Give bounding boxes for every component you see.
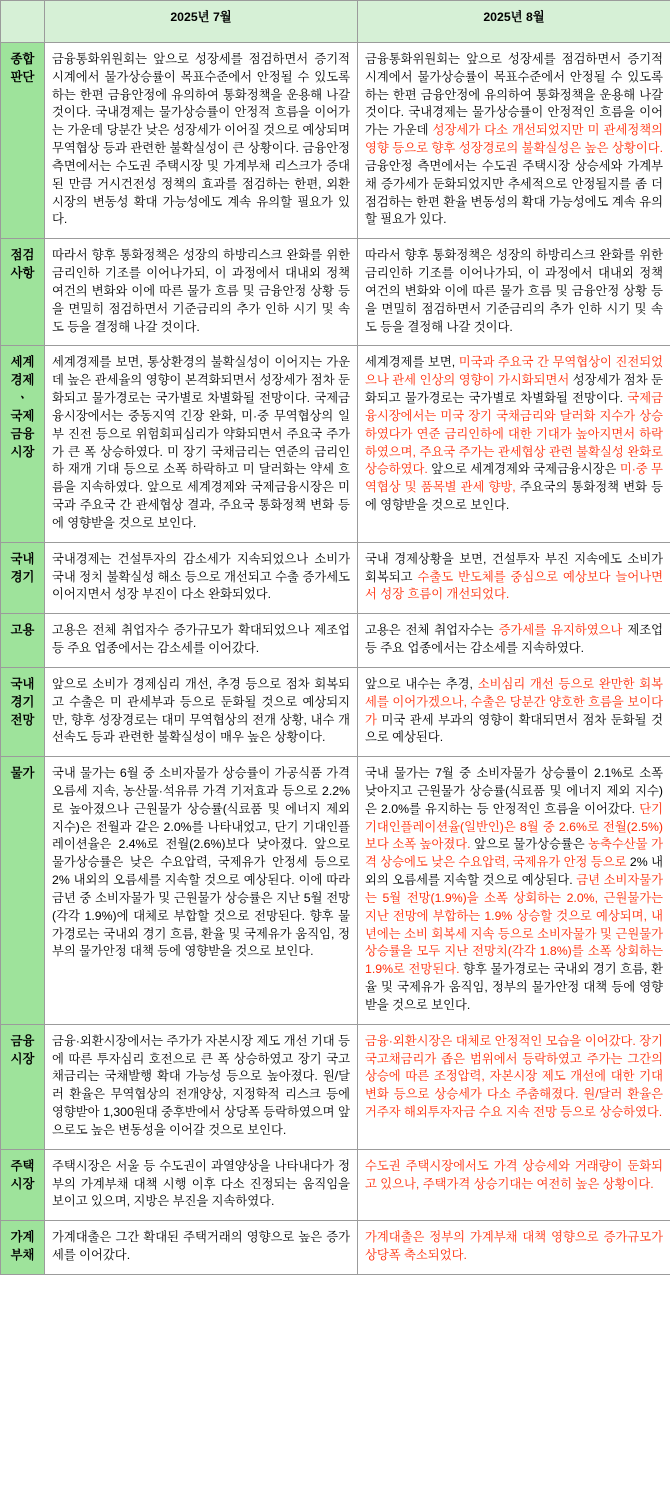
highlighted-text: 국제금융시장에서는 미국 장기 국채금리와 달러화 지수가 상승하였다가 연준 금리인하에 대한 기대가 높아지면서 하락하였으며, 주요국 주가는 관세협상 관련 불확실성 완화로 상승하였다.: [365, 391, 663, 477]
cell-august: [358, 346, 670, 542]
body-text: 2% 내외의 오름세를 지속할 것으로 예상된다.: [365, 855, 663, 888]
cell-july: [45, 346, 358, 542]
cell-july: [45, 757, 358, 1025]
body-text: 석유류: [162, 783, 199, 798]
highlighted-text: 미·중 무역협상 및 품목별 관세 향방,: [365, 462, 663, 495]
body-text: 금융통화위원회는 앞으로 성장세를 점검하면서 증기적 시계에서 물가상승률이 목표수준에서 안정될 수 있도록 하는 한편 금융안정에 유의하여 통화정책을 운용해 나갈 것이다. 국내경제는 물가상승률이 안정적 흐름을 이어가는 가운데 당분간 낮은 성장세가 이어질 것으로 예상되며 무역협상 등과 관련한 불확실성이 큰 상황이다. 금융안정 측면에서는 수도권 주택시장 및 가계부채 리스크가 증대된 만큼 거시건전성 정책의 효과를 점검하는 한편, 외환시장의 변동성 확대 가능성에도 계속 유의할 필요가 있다.: [52, 52, 350, 227]
highlighted-text: 수도권 주택시장에서도 가격 상승세와 거래량이 둔화되고 있으나, 주택가격 상승기대는 여전히 높은 상황이다.: [365, 1158, 663, 1191]
highlighted-text: 증가세를 유지하였으나: [498, 623, 623, 638]
row-label: 금융 시장: [1, 1024, 45, 1149]
row-label: 고용: [1, 614, 45, 668]
body-text: 고용은 전체 취업자수 증가규모가 확대되었으나 제조업 등 주요 업종에서는 감소세를 이어갔다.: [52, 623, 350, 656]
body-text: 가계대출은 그간 확대된 주택거래의 영향으로 높은 증가세를 이어갔다.: [52, 1230, 350, 1263]
highlighted-text: 가계대출은 정부의 가계부채 대책 영향으로 증가규모가 상당폭 축소되었다.: [365, 1230, 663, 1263]
body-text: 금융·외환시장에서는 주가가 자본시장 제도 개선 기대 등에 따른 투자심리 호전으로 큰 폭 상승하였고 장기 국고채금리는 국채발행 확대 가능성 등으로 높아졌다. 원/달러 환율은 무역협상의 전개양상, 지정학적 리스크 등에 영향받아 1,300원대 중후반에서 상당폭 등락하였으며 앞으로도 높은 변동성을 이어갈 것으로 보인다.: [52, 1033, 350, 1137]
body-text: 국내 물가는 6월 중 소비자물가 상승률이 가공식품 가격 오름세 지속, 농산물·: [52, 766, 350, 798]
row-label: 국내 경기: [1, 542, 45, 613]
row-label: 국내 경기 전망: [1, 667, 45, 756]
row-label: 물가: [1, 757, 45, 1025]
row-label: 종합 판단: [1, 43, 45, 239]
cell-august: [358, 542, 670, 613]
row-label: 가계 부채: [1, 1221, 45, 1275]
body-text: 국내 경제상황을 보면, 건설투자 부진 지속에도 소비가 회복되고: [365, 551, 663, 584]
table-row: [1, 1149, 670, 1220]
highlighted-text: 수출도 반도체를 중심으로 예상보다 늘어나면서 성장 흐름이 개선되었다.: [365, 569, 663, 602]
body-text: 따라서 향후 통화정책은 성장의 하방리스크 완화를 위한 금리인하 기조를 이어나가되, 이 과정에서 대내외 정책 여건의 변화와 이에 따른 물가 흐름 및 금융안정 상황 등을 면밀히 점검하면서 기준금리의 추가 인하 시기 및 속도 등을 결정해 나갈 것이다.: [52, 248, 350, 334]
cell-august: [358, 757, 670, 1025]
cell-august: [358, 1149, 670, 1220]
cell-august: [358, 1221, 670, 1275]
cell-august: [358, 239, 670, 346]
table-header: [1, 1, 670, 43]
body-text: 미국 관세 부과의 영향이 확대되면서 점차 둔화될 것으로 예상된다.: [365, 712, 663, 745]
cell-august: [358, 1024, 670, 1149]
body-text: 따라서 향후 통화정책은 성장의 하방리스크 완화를 위한 금리인하 기조를 이어나가되, 이 과정에서 대내외 정책 여건의 변화와 이에 따른 물가 흐름 및 금융안정 상황 등을 면밀히 점검하면서 기준금리의 추가 인하 시기 및 속도 등을 결정해 나갈 것이다.: [365, 248, 663, 334]
highlighted-text: 단기 기대인플레이션율(일반인)은 8월 중 2.6%로 전월(2.5%)보다 소폭 높아졌다.: [365, 801, 663, 852]
body-text: 국내경제는 건설투자의 감소세가 지속되었으나 소비가 국내 정치 불확실성 해소 등으로 개선되고 수출 증가세도 이어지면서 성장 부진이 다소 완화되었다.: [52, 551, 350, 602]
table-row: [1, 1024, 670, 1149]
row-label: 세계 경제ㆍ 국제 금융 시장: [1, 346, 45, 542]
highlighted-text: 금년 소비자물가는 5월 전망(1.9%)을 소폭 상회하는 2.0%, 근원물가는 지난 전망에 부합하는 1.9% 상승할 것으로 예상되며, 내년에는 소비 회복세 지속 등으로 소비자물가 및 근원물가 상승률을 모두 지난 전망치(각각 1.8%)를 소폭 상회하는 1.9%로 전망된다.: [365, 873, 663, 977]
body-text: 앞으로 물가상승률은: [470, 837, 589, 852]
cell-july: [45, 43, 358, 239]
highlighted-text: 미국과 주요국 간 무역협상이 진전되었으나 관세 인상의 영향이 가시화되면서: [365, 355, 664, 388]
body-text: 금융통화위원회는 앞으로 성장세를 점검하면서 증기적 시계에서 물가상승률이 목표수준에서 안정될 수 있도록 하는 한편 금융안정에 유의하여 통화정책을 운용해 나갈 것이다. 국내경제는 물가상승률이 안정적인 흐름을 이어가는 가운데: [365, 52, 663, 138]
highlighted-text: 소비심리 개선 등으로 완만한 회복세를 이어가겠으나, 수출은 당분간 양호한 흐름을 보이다가: [365, 676, 663, 727]
cell-august: [358, 43, 670, 239]
header-corner-cell: [1, 1, 45, 43]
cell-july: [45, 542, 358, 613]
cell-july: [45, 1149, 358, 1220]
highlighted-text: 성장세가 다소 개선되었지만 미 관세정책의 영향 등으로 향후 성장경로의 불확실성은 높은 상황이다.: [365, 123, 663, 156]
table-row: [1, 614, 670, 668]
body-text: 앞으로 내수는 추경,: [365, 676, 478, 691]
cell-july: [45, 1024, 358, 1149]
body-text: 주요국의 통화정책 변화 등에 영향받을 것으로 보인다.: [365, 480, 663, 513]
cell-july: [45, 614, 358, 668]
body-text: 세계경제를 보면,: [365, 355, 459, 370]
body-text: 제조업 등 주요 업종에서는 감소세를 지속하였다.: [365, 623, 663, 656]
table-row: [1, 667, 670, 756]
body-text: 고용은 전체 취업자수는: [365, 623, 499, 638]
table-row: [1, 346, 670, 542]
table-row: [1, 542, 670, 613]
row-label: 점검 사항: [1, 239, 45, 346]
body-text: 금융안정 측면에서는 수도권 주택시장 상승세와 가계부채 증가세가 둔화되었지만 추세적으로 안정될지를 좀 더 점검하는 한편 환율 변동성의 확대 가능성에도 계속 유의할 필요가 있다.: [365, 158, 663, 227]
cell-july: [45, 239, 358, 346]
row-label: 주택 시장: [1, 1149, 45, 1220]
table-row: [1, 1221, 670, 1275]
body-text: 가격 기저효과 등으로 2.2%로 높아졌으나 근원물가 상승률(식료품 및 에너지 제외 지수)은 전월과 같은 2.0%를 나타내었고, 단기 기대인플레이션율은 2.4%로 전월(2.6%)보다 낮아졌다. 앞으로 물가상승률은 낮은 수요압력, 국제유가 안정세 등으로 2% 내외의 오름세를 지속할 것으로 예상된다. 이에 따라 금년 중 소비자물가 및 근원물가 상승률은 지난 5월 전망(각각 1.9%)에 대체로 부합할 것으로 전망된다. 향후 물가경로는 국내외 경기 흐름, 환율 및 국제유가 움직임, 정부의 물가안정 대책 등에 영향받을 것으로 보인다.: [52, 783, 351, 959]
body-text: 주택시장은 서울 등 수도권이 과열양상을 나타내다가 정부의 가계부채 대책 시행 이후 다소 진정되는 움직임을 보이고 있으며, 지방은 부진을 지속하였다.: [52, 1158, 350, 1209]
header-month-july: 2025년 7월: [45, 1, 358, 43]
highlighted-text: 금융·외환시장은 대체로 안정적인 모습을 이어갔다. 장기 국고채금리가 좁은 범위에서 등락하였고 주가는 그간의 상승에 따른 조정압력, 자본시장 제도 개선에 대한 기대변화 등으로 상승세가 다소 주춤해졌다. 원/달러 환율은 거주자 해외투자자금 수요 지속 전망 등으로 상승하였다.: [365, 1033, 663, 1120]
body-text: 국내 물가는 7월 중 소비자물가 상승률이 2.1%로 소폭 낮아지고 근원물가 상승률(식료품 및 에너지 제외 지수)은 2.0%를 유지하는 등 안정적인 흐름을 이어갔다.: [365, 766, 663, 816]
cell-july: [45, 667, 358, 756]
body-text: 앞으로 세계경제와 국제금융시장은: [427, 462, 620, 477]
body-text: 앞으로 소비가 경제심리 개선, 추경 등으로 점차 회복되고 수출은 미 관세부과 등으로 둔화될 것으로 예상되지만, 향후 성장경로는 대미 무역협상의 전개 상황, 내수 개선속도 등과 관련한 불확실성이 매우 높은 상황이다.: [52, 676, 350, 745]
table-row: [1, 43, 670, 239]
body-text: 향후 물가경로는 국내외 경기 흐름, 환율 및 국제유가 움직임, 정부의 물가안정 대책 등에 영향받을 것으로 보인다.: [365, 962, 663, 1012]
body-text: 세계경제를 보면, 통상환경의 불확실성이 이어지는 가운데 높은 관세율의 영향이 본격화되면서 성장세가 점차 둔화되고 물가경로는 국가별로 차별화될 전망이다. 국제금융시장에서는 중동지역 긴장 완화, 미·중 무역협상의 일부 진전 등으로 위험회피심리가 약화되면서 주요국 주가가 큰 폭 상승하였다. 미 장기 국채금리는 연준의 금리인하 재개 기대 등으로 소폭 하락하고 미 달러화는 약세 흐름을 지속하였다. 앞으로 세계경제와 국제금융시장은 미국과 주요국 간 관세협상 결과, 주요국 통화정책 변화 등에 영향받을 것으로 보인다.: [52, 355, 350, 530]
cell-july: [45, 1221, 358, 1275]
cell-august: [358, 614, 670, 668]
header-month-august: 2025년 8월: [358, 1, 670, 43]
table-row: [1, 239, 670, 346]
table-body: [1, 43, 670, 1275]
cell-august: [358, 667, 670, 756]
table-row: [1, 757, 670, 1025]
body-text: 성장세가 점차 둔화되고 물가경로는 국가별로 차별화될 전망이다.: [365, 373, 663, 406]
highlighted-text: 농축수산물 가격 상승에도 낮은 수요압력, 국제유가 안정 등으로: [365, 837, 663, 870]
table-header-row: [1, 1, 670, 43]
